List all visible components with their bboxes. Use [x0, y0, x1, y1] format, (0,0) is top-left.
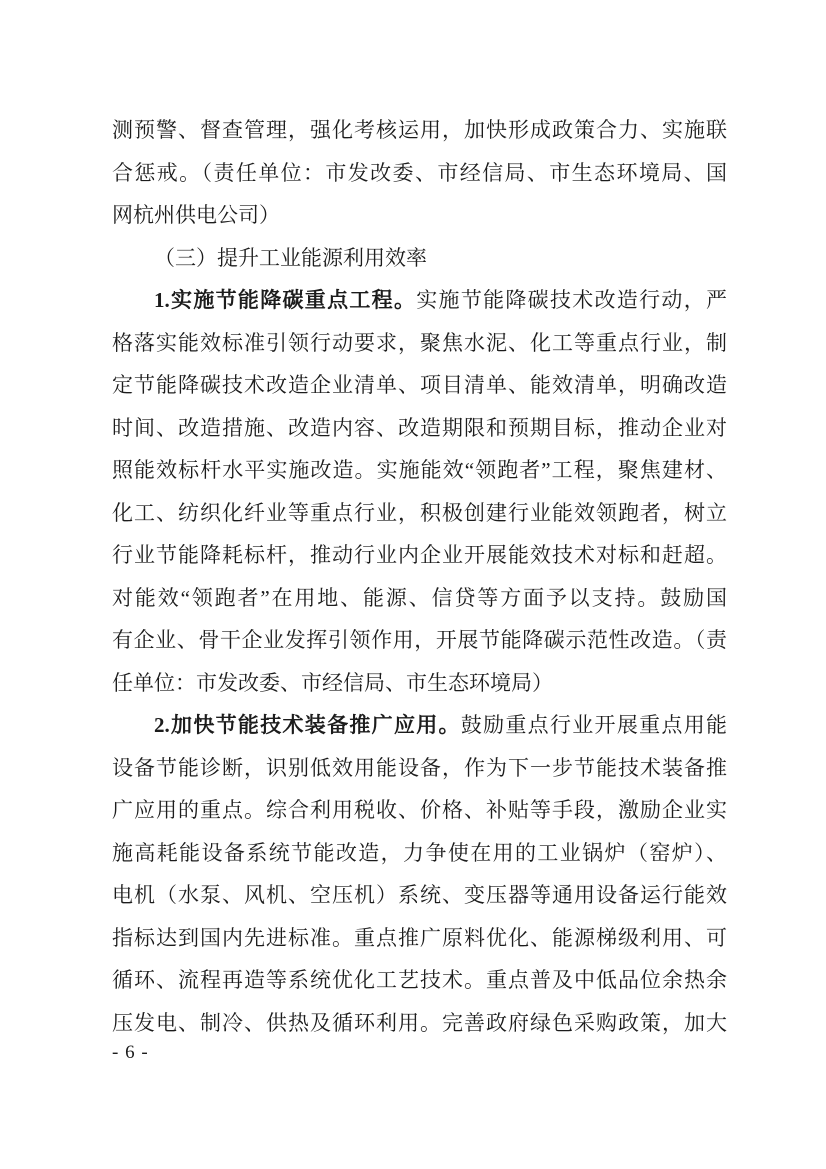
text-line [112, 109, 727, 152]
text-line [112, 619, 727, 662]
text-line [112, 789, 727, 832]
line-text: 循环、流程再造等系统优化工艺技术。重点普及中低品位余热余 [112, 968, 727, 992]
line-text: 鼓励重点行业开展重点用能 [460, 713, 727, 737]
text-line [112, 534, 727, 577]
text-line [112, 449, 727, 492]
text-line [112, 959, 727, 1002]
line-text: 化工、纺织化纤业等重点行业，积极创建行业能效领跑者，树立 [112, 500, 727, 525]
text-line [112, 279, 727, 322]
line-text: 格落实能效标准引领行动要求，聚焦水泥、化工等重点行业，制 [112, 330, 727, 355]
line-text: 设备节能诊断，识别低效用能设备，作为下一步节能技术装备推 [112, 755, 727, 780]
line-text: 行业节能降耗标杆，推动行业内企业开展能效技术对标和赶超。 [112, 543, 727, 567]
line-text: 定节能降碳技术改造企业清单、项目清单、能效清单，明确改造 [112, 373, 727, 397]
line-text: 有企业、骨干企业发挥引领作用，开展节能降碳示范性改造。（责 [112, 628, 727, 652]
line-text: 施高耗能设备系统节能改造，力争使在用的工业锅炉（窑炉）、 [112, 840, 727, 865]
line-text: 对能效“领跑者”在用地、能源、信贷等方面予以支持。鼓励国 [112, 585, 727, 610]
text-line [112, 917, 727, 960]
text-line [112, 194, 727, 237]
text-line [112, 492, 727, 535]
text-line [112, 1002, 727, 1045]
line-text: 网杭州供电公司） [112, 203, 280, 227]
line-text: 测预警、督查管理，强化考核运用，加快形成政策合力、实施联 [112, 118, 727, 142]
text-line [112, 832, 727, 875]
text-line [112, 704, 727, 747]
body-text [112, 109, 727, 1044]
text-line [112, 364, 727, 407]
line-text: 广应用的重点。综合利用税收、价格、补贴等手段，激励企业实 [112, 798, 727, 822]
line-text: 压发电、制冷、供热及循环利用。完善政府绿色采购政策，加大 [112, 1010, 727, 1035]
line-text: 时间、改造措施、改造内容、改造期限和预期目标，推动企业对 [112, 415, 727, 440]
numbered-item-title: 2.加快节能技术装备推广应用。 [154, 713, 461, 737]
line-text: 合惩戒。（责任单位：市发改委、市经信局、市生态环境局、国 [112, 160, 727, 185]
section-heading [112, 237, 727, 280]
line-text: 任单位：市发改委、市经信局、市生态环境局） [112, 670, 553, 695]
line-text: 实施节能降碳技术改造行动，严 [416, 288, 727, 312]
line-text: 照能效标杆水平实施改造。实施能效“领跑者”工程，聚焦建材、 [112, 458, 727, 482]
text-line [112, 152, 727, 195]
text-line [112, 874, 727, 917]
text-line [112, 747, 727, 790]
numbered-item-title: 1.实施节能降碳重点工程。 [154, 288, 417, 312]
page-number: - 6 - [112, 1042, 149, 1063]
line-text: 指标达到国内先进标准。重点推广原料优化、能源梯级利用、可 [112, 925, 727, 950]
text-line [112, 322, 727, 365]
text-line [112, 577, 727, 620]
text-line [112, 407, 727, 450]
text-line [112, 662, 727, 705]
section-heading-text: （三）提升工业能源利用效率 [154, 245, 427, 270]
line-text: 电机（水泵、风机、空压机）系统、变压器等通用设备运行能效 [112, 883, 727, 907]
